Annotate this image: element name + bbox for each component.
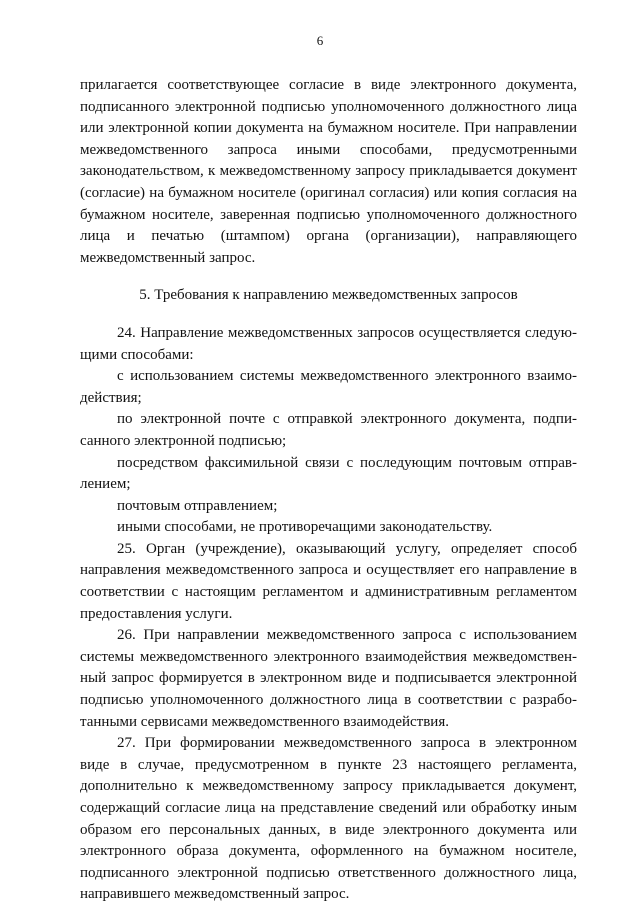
method-item-email: по электронной почте с отправкой электронного документа, подписанного электронной подписью;: [80, 411, 577, 449]
paragraph-24: 24. Направление межведомственных запросов осуществляется следующими способами:: [80, 324, 577, 363]
method-item-electronic-system: с использованием системы межведомственного электронного взаимодействия;: [80, 368, 577, 406]
paragraph-consent-continuation: прилагается соответствующее согласие в виде электронного документа, подписанного электронной подписью уполномоченного должностного лица или электронной копии документа на бумажном носителе. При направлении межведомственного запроса иными способами, предусмотренными законодательством, к межведомственному запросу прикладывается документ (согласие) на бумажном носителе (оригинал согласия) или копия согласия на бумажном носителе, заверенная подписью уполномоченного должностного лица и печатью (штампом) органа (организации), направляющего межведомственный запрос.: [80, 77, 577, 266]
paragraph-25: 25. Орган (учреждение), оказывающий услугу, определяет способ направления межведомственного запроса и осуществляет его направление в соответствии с настоящим регламентом и административным регламентом предоставления услуги.: [80, 540, 577, 622]
method-item-post: почтовым отправлением;: [117, 497, 278, 514]
page-number: 6: [316, 33, 324, 48]
document-body: [80, 75, 577, 906]
method-item-other: иными способами, не противоречащими законодательству.: [117, 519, 493, 536]
paragraph-26: 26. При направлении межведомственного запроса с использованием системы межведомственного электронного взаимодействия межведомственный запрос формируется в электронном виде и подписывается электронной подписью уполномоченного должностного лица в соответствии с разработанными сервисами межведомственного взаимодействия.: [80, 627, 577, 730]
paragraph-27: 27. При формировании межведомственного запроса в электронном виде в случае, предусмотренном в пункте 23 настоящего регламента, дополнительно к межведомственному запросу прикладывается документ, содержащий согласие лица на представление сведений или обработку иным образом его персональных данных, в виде электронного документа или электронного образа документа, оформленного на бумажном носителе, подписанного электронной подписью ответственного должностного лица, направившего межведомственный запрос.: [80, 735, 577, 903]
section-heading: 5. Требования к направлению межведомственных запросов: [139, 287, 518, 304]
method-item-fax: посредством факсимильной связи с последующим почтовым отправлением;: [80, 454, 577, 493]
